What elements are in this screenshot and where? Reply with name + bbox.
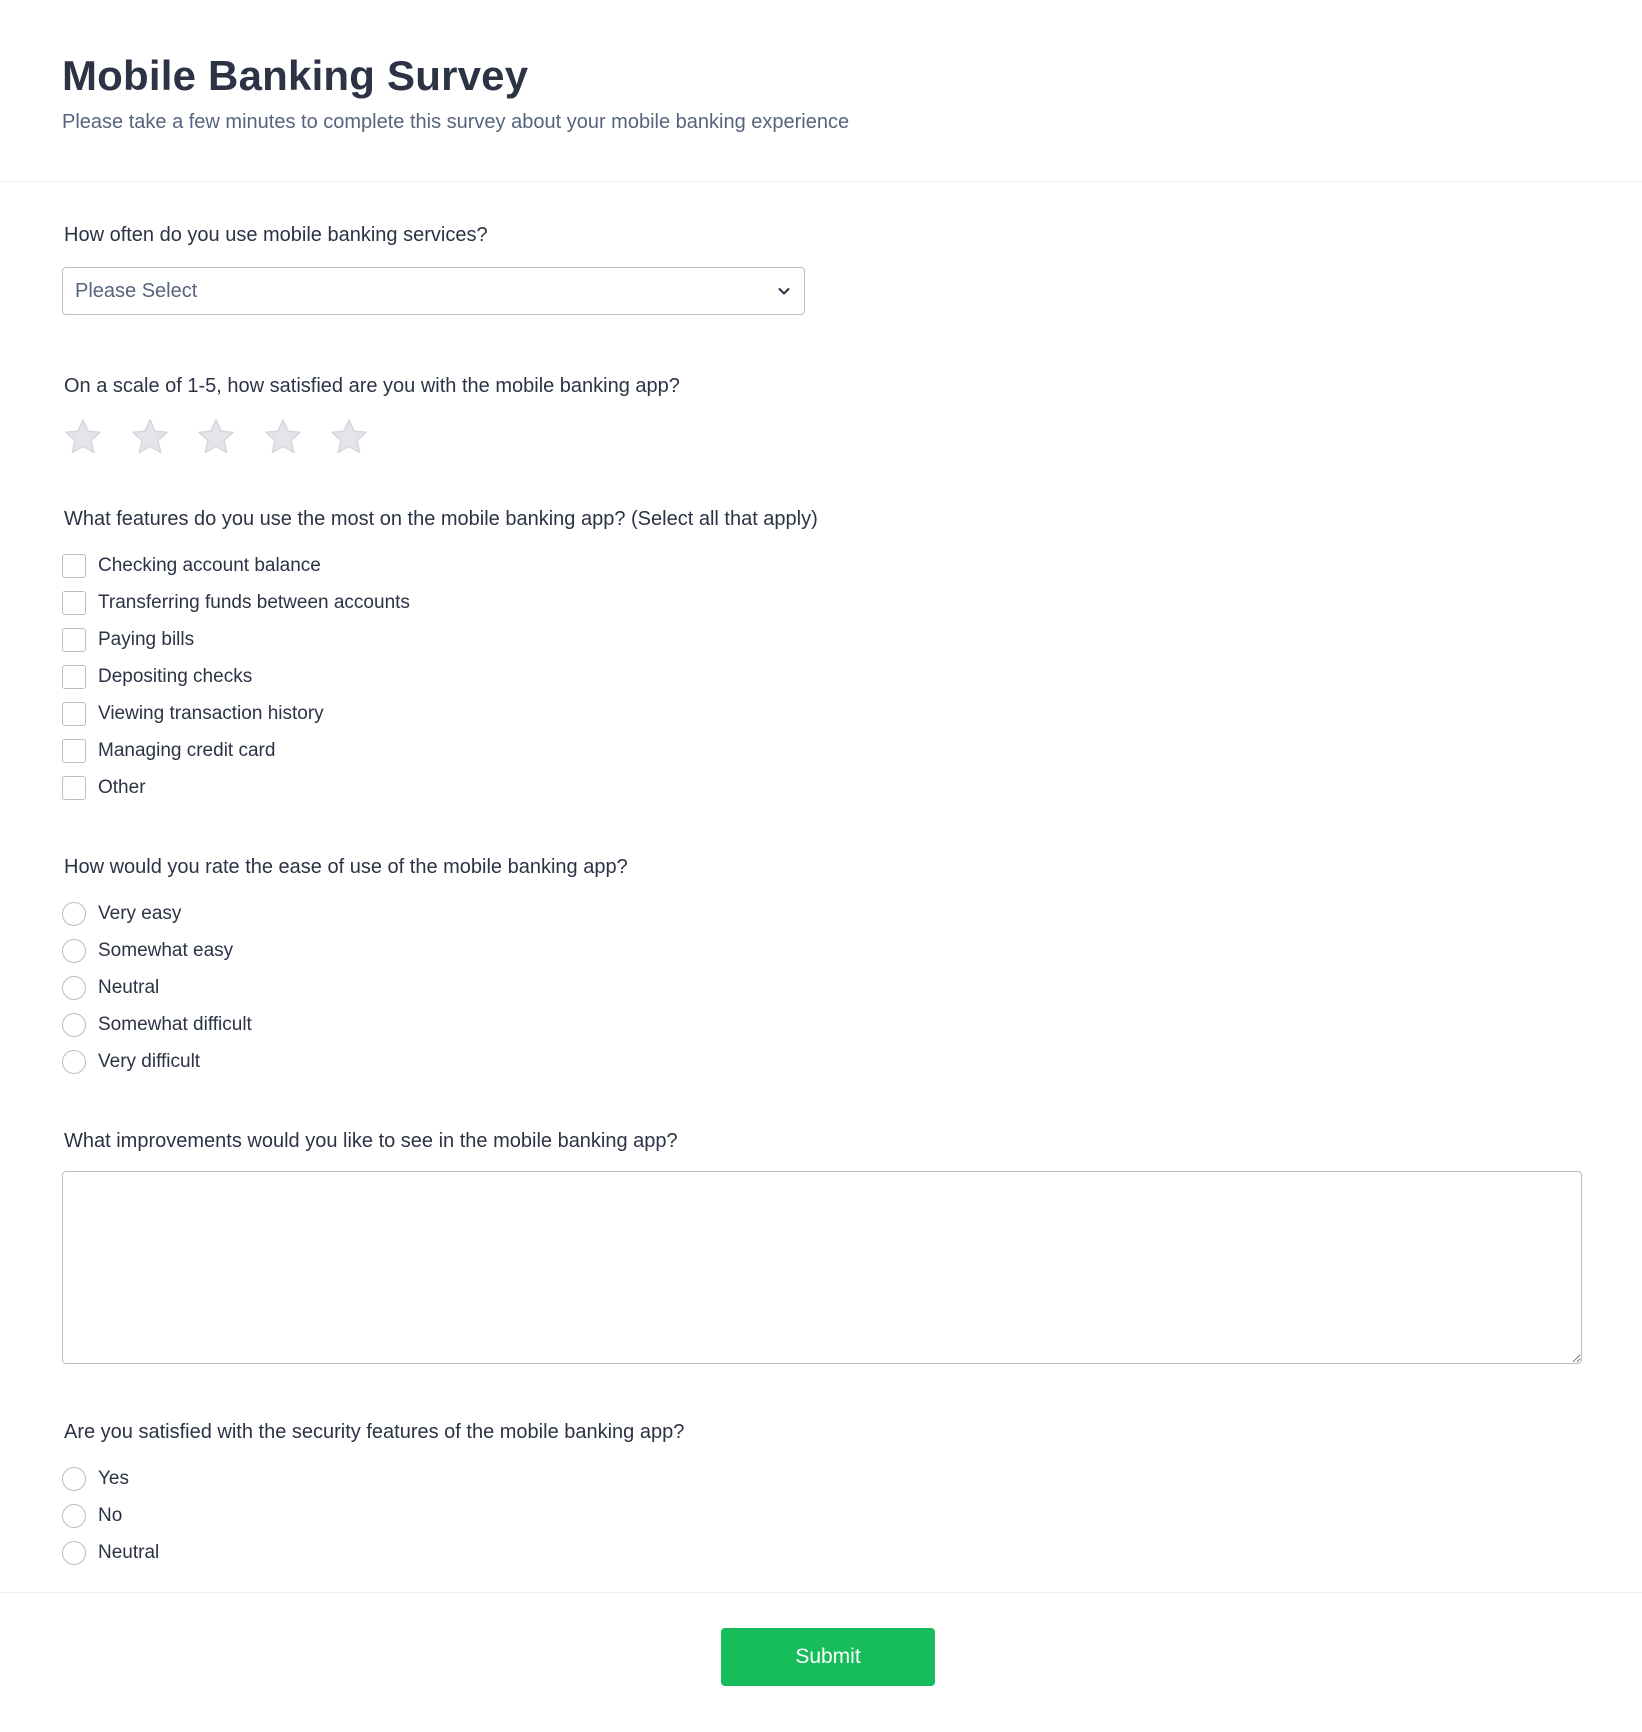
page-subtitle: Please take a few minutes to complete this survey about your mobile banking experience (62, 111, 850, 133)
radio-button[interactable] (62, 1013, 86, 1037)
star-icon[interactable] (262, 416, 304, 458)
form-footer (0, 1592, 1642, 1732)
question-label: What features do you use the most on the mobile banking app? (Select all that apply) (64, 508, 818, 530)
option-neutral[interactable] (62, 1534, 684, 1571)
radio-button[interactable] (62, 1541, 86, 1565)
question-label: Are you satisfied with the security features of the mobile banking app? (64, 1421, 685, 1443)
radio-button[interactable] (62, 1467, 86, 1491)
checkbox[interactable] (62, 665, 86, 689)
option-label: Yes (98, 1467, 129, 1489)
option-somewhat-easy[interactable] (62, 932, 628, 969)
option-other[interactable] (62, 769, 818, 806)
option-label: Somewhat difficult (98, 1013, 252, 1035)
chevron-down-icon (776, 283, 792, 299)
star-icon[interactable] (195, 416, 237, 458)
page-title: Mobile Banking Survey (62, 52, 529, 99)
checkbox[interactable] (62, 739, 86, 763)
radio-button[interactable] (62, 902, 86, 926)
question-label: How often do you use mobile banking services? (64, 224, 488, 246)
option-very-difficult[interactable] (62, 1043, 628, 1080)
question-features-used (62, 505, 818, 806)
option-label: Checking account balance (98, 554, 321, 576)
radio-button[interactable] (62, 976, 86, 1000)
option-label: Transferring funds between accounts (98, 591, 410, 613)
form-header (0, 0, 1642, 182)
radio-button[interactable] (62, 1504, 86, 1528)
option-label: Very difficult (98, 1050, 201, 1072)
question-usage-frequency (62, 221, 805, 315)
radio-button[interactable] (62, 939, 86, 963)
checkbox[interactable] (62, 554, 86, 578)
question-label: On a scale of 1-5, how satisfied are you with the mobile banking app? (64, 375, 680, 397)
option-label: Neutral (98, 1541, 160, 1563)
checkbox[interactable] (62, 628, 86, 652)
checkbox[interactable] (62, 776, 86, 800)
option-very-easy[interactable] (62, 895, 628, 932)
radio-group (62, 1460, 684, 1571)
submit-button[interactable]: Submit (721, 1628, 935, 1686)
star-icon[interactable] (129, 416, 171, 458)
option-label: Depositing checks (98, 665, 253, 687)
star-icon[interactable] (62, 416, 104, 458)
option-viewing-transaction-history[interactable] (62, 695, 818, 732)
question-security-satisfaction (62, 1418, 684, 1571)
option-transferring-funds-between-accounts[interactable] (62, 584, 818, 621)
question-satisfaction-rating (62, 372, 680, 458)
question-label: How would you rate the ease of use of the mobile banking app? (64, 856, 628, 878)
option-paying-bills[interactable] (62, 621, 818, 658)
option-no[interactable] (62, 1497, 684, 1534)
checkbox[interactable] (62, 591, 86, 615)
option-managing-credit-card[interactable] (62, 732, 818, 769)
checkbox[interactable] (62, 702, 86, 726)
checkbox-group (62, 547, 818, 806)
option-label: Paying bills (98, 628, 195, 650)
option-depositing-checks[interactable] (62, 658, 818, 695)
improvements-textarea[interactable] (62, 1171, 1582, 1364)
option-label: No (98, 1504, 123, 1526)
option-checking-account-balance[interactable] (62, 547, 818, 584)
option-somewhat-difficult[interactable] (62, 1006, 628, 1043)
option-label: Other (98, 776, 146, 798)
question-ease-of-use (62, 853, 628, 1080)
select-value: Please Select (75, 279, 198, 302)
question-improvements (62, 1127, 1582, 1364)
radio-button[interactable] (62, 1050, 86, 1074)
option-label: Neutral (98, 976, 160, 998)
option-label: Very easy (98, 902, 182, 924)
option-label: Managing credit card (98, 739, 276, 761)
option-yes[interactable] (62, 1460, 684, 1497)
star-icon[interactable] (328, 416, 370, 458)
radio-group (62, 895, 628, 1080)
option-neutral[interactable] (62, 969, 628, 1006)
option-label: Somewhat easy (98, 939, 234, 961)
question-label: What improvements would you like to see in the mobile banking app? (64, 1130, 678, 1152)
option-label: Viewing transaction history (98, 702, 324, 724)
frequency-select[interactable] (62, 267, 805, 315)
star-rating (62, 416, 680, 458)
